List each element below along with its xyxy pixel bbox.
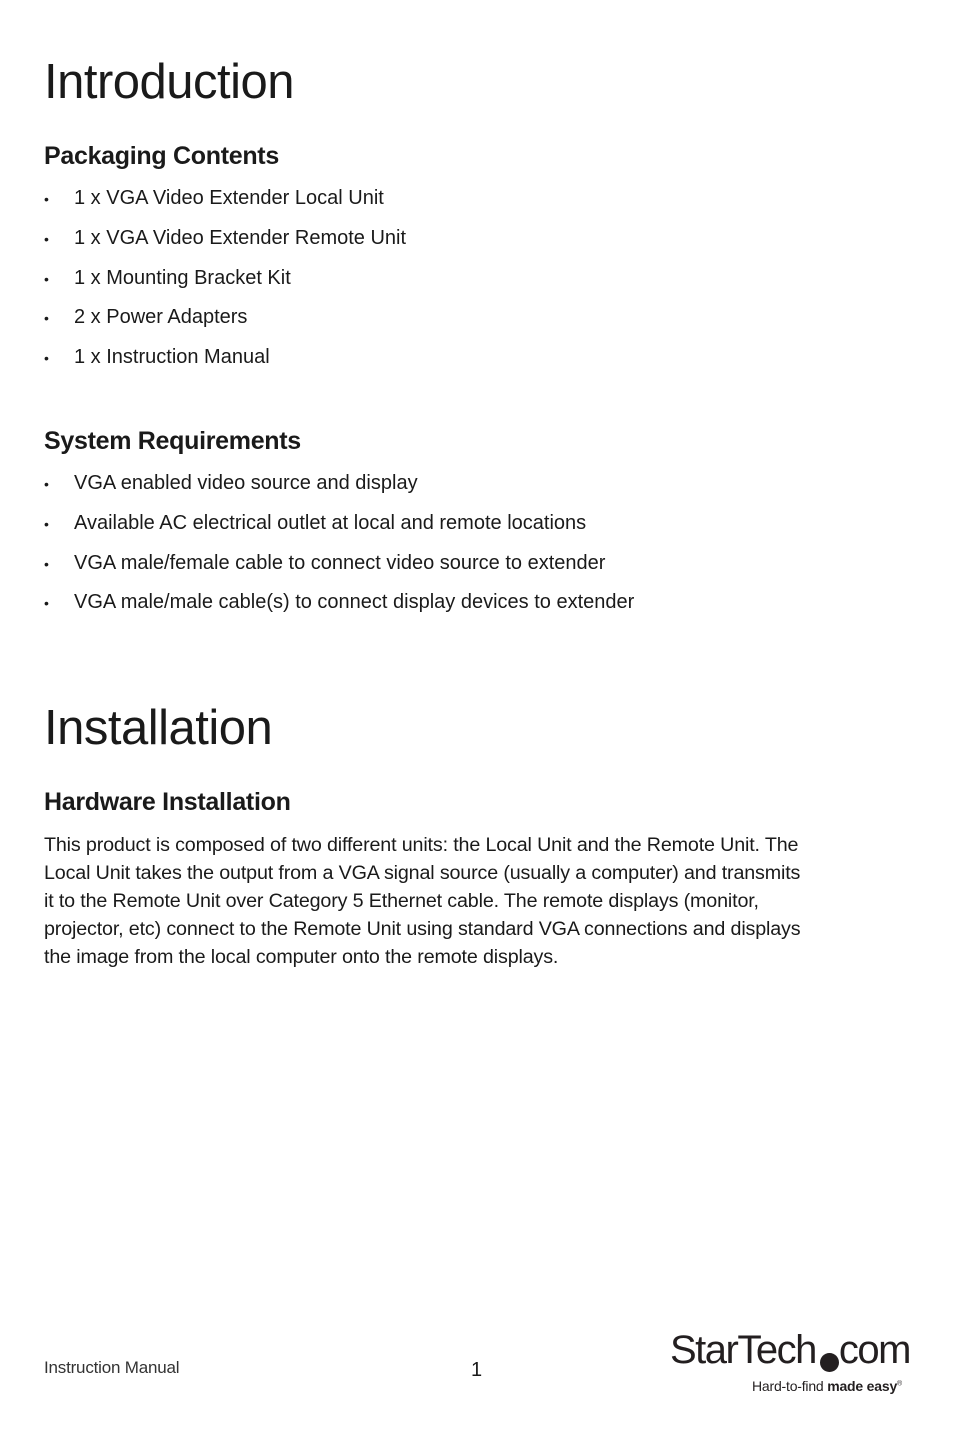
paragraph-line: the image from the local computer onto the remote displays. [44, 946, 559, 968]
list-item: • VGA male/male cable(s) to connect display devices to extender [44, 590, 634, 614]
bullet-icon: • [44, 230, 49, 247]
list-item: • VGA enabled video source and display [44, 471, 634, 495]
footer-document-title: Instruction Manual [44, 1358, 180, 1377]
paragraph-line: Local Unit takes the output from a VGA signal source (usually a computer) and transmits [44, 862, 801, 884]
list-item: • 1 x VGA Video Extender Remote Unit [44, 226, 406, 250]
system-requirements-list [44, 471, 634, 630]
bullet-icon: • [44, 191, 49, 207]
bullet-icon: • [44, 476, 49, 492]
logo-wordmark: StarTech com [670, 1328, 910, 1372]
heading-system-requirements: System Requirements [44, 427, 301, 455]
bullet-icon: • [44, 350, 49, 367]
list-item: • 2 x Power Adapters [44, 305, 406, 329]
bullet-icon: • [44, 555, 49, 572]
heading-packaging-contents: Packaging Contents [44, 142, 279, 170]
packaging-contents-list [44, 186, 406, 385]
bullet-icon: • [44, 595, 49, 612]
bullet-icon: • [44, 515, 49, 532]
list-item: • 1 x VGA Video Extender Local Unit [44, 186, 406, 210]
list-item: • 1 x Instruction Manual [44, 345, 406, 369]
paragraph-line: projector, etc) connect to the Remote Unit using standard VGA connections and displays [44, 918, 801, 940]
paragraph-line: it to the Remote Unit over Category 5 Ethernet cable. The remote displays (monitor, [44, 890, 759, 912]
section-title-installation: Installation [44, 701, 273, 755]
bullet-icon: • [44, 270, 49, 287]
paragraph-line: This product is composed of two different units: the Local Unit and the Remote Unit. The [44, 834, 799, 856]
page-number: 1 [471, 1359, 483, 1381]
bullet-icon: • [44, 310, 49, 327]
list-item: • Available AC electrical outlet at local and remote locations [44, 511, 634, 535]
hardware-installation-paragraph [44, 831, 910, 971]
list-item: • 1 x Mounting Bracket Kit [44, 266, 406, 290]
heading-hardware-installation: Hardware Installation [44, 788, 291, 816]
list-item: • VGA male/female cable to connect video source to extender [44, 551, 634, 575]
startech-logo [670, 1326, 920, 1398]
logo-dot-icon [820, 1353, 839, 1372]
logo-tagline: Hard-to-find made easy® [752, 1378, 902, 1394]
section-title-introduction: Introduction [44, 55, 295, 109]
